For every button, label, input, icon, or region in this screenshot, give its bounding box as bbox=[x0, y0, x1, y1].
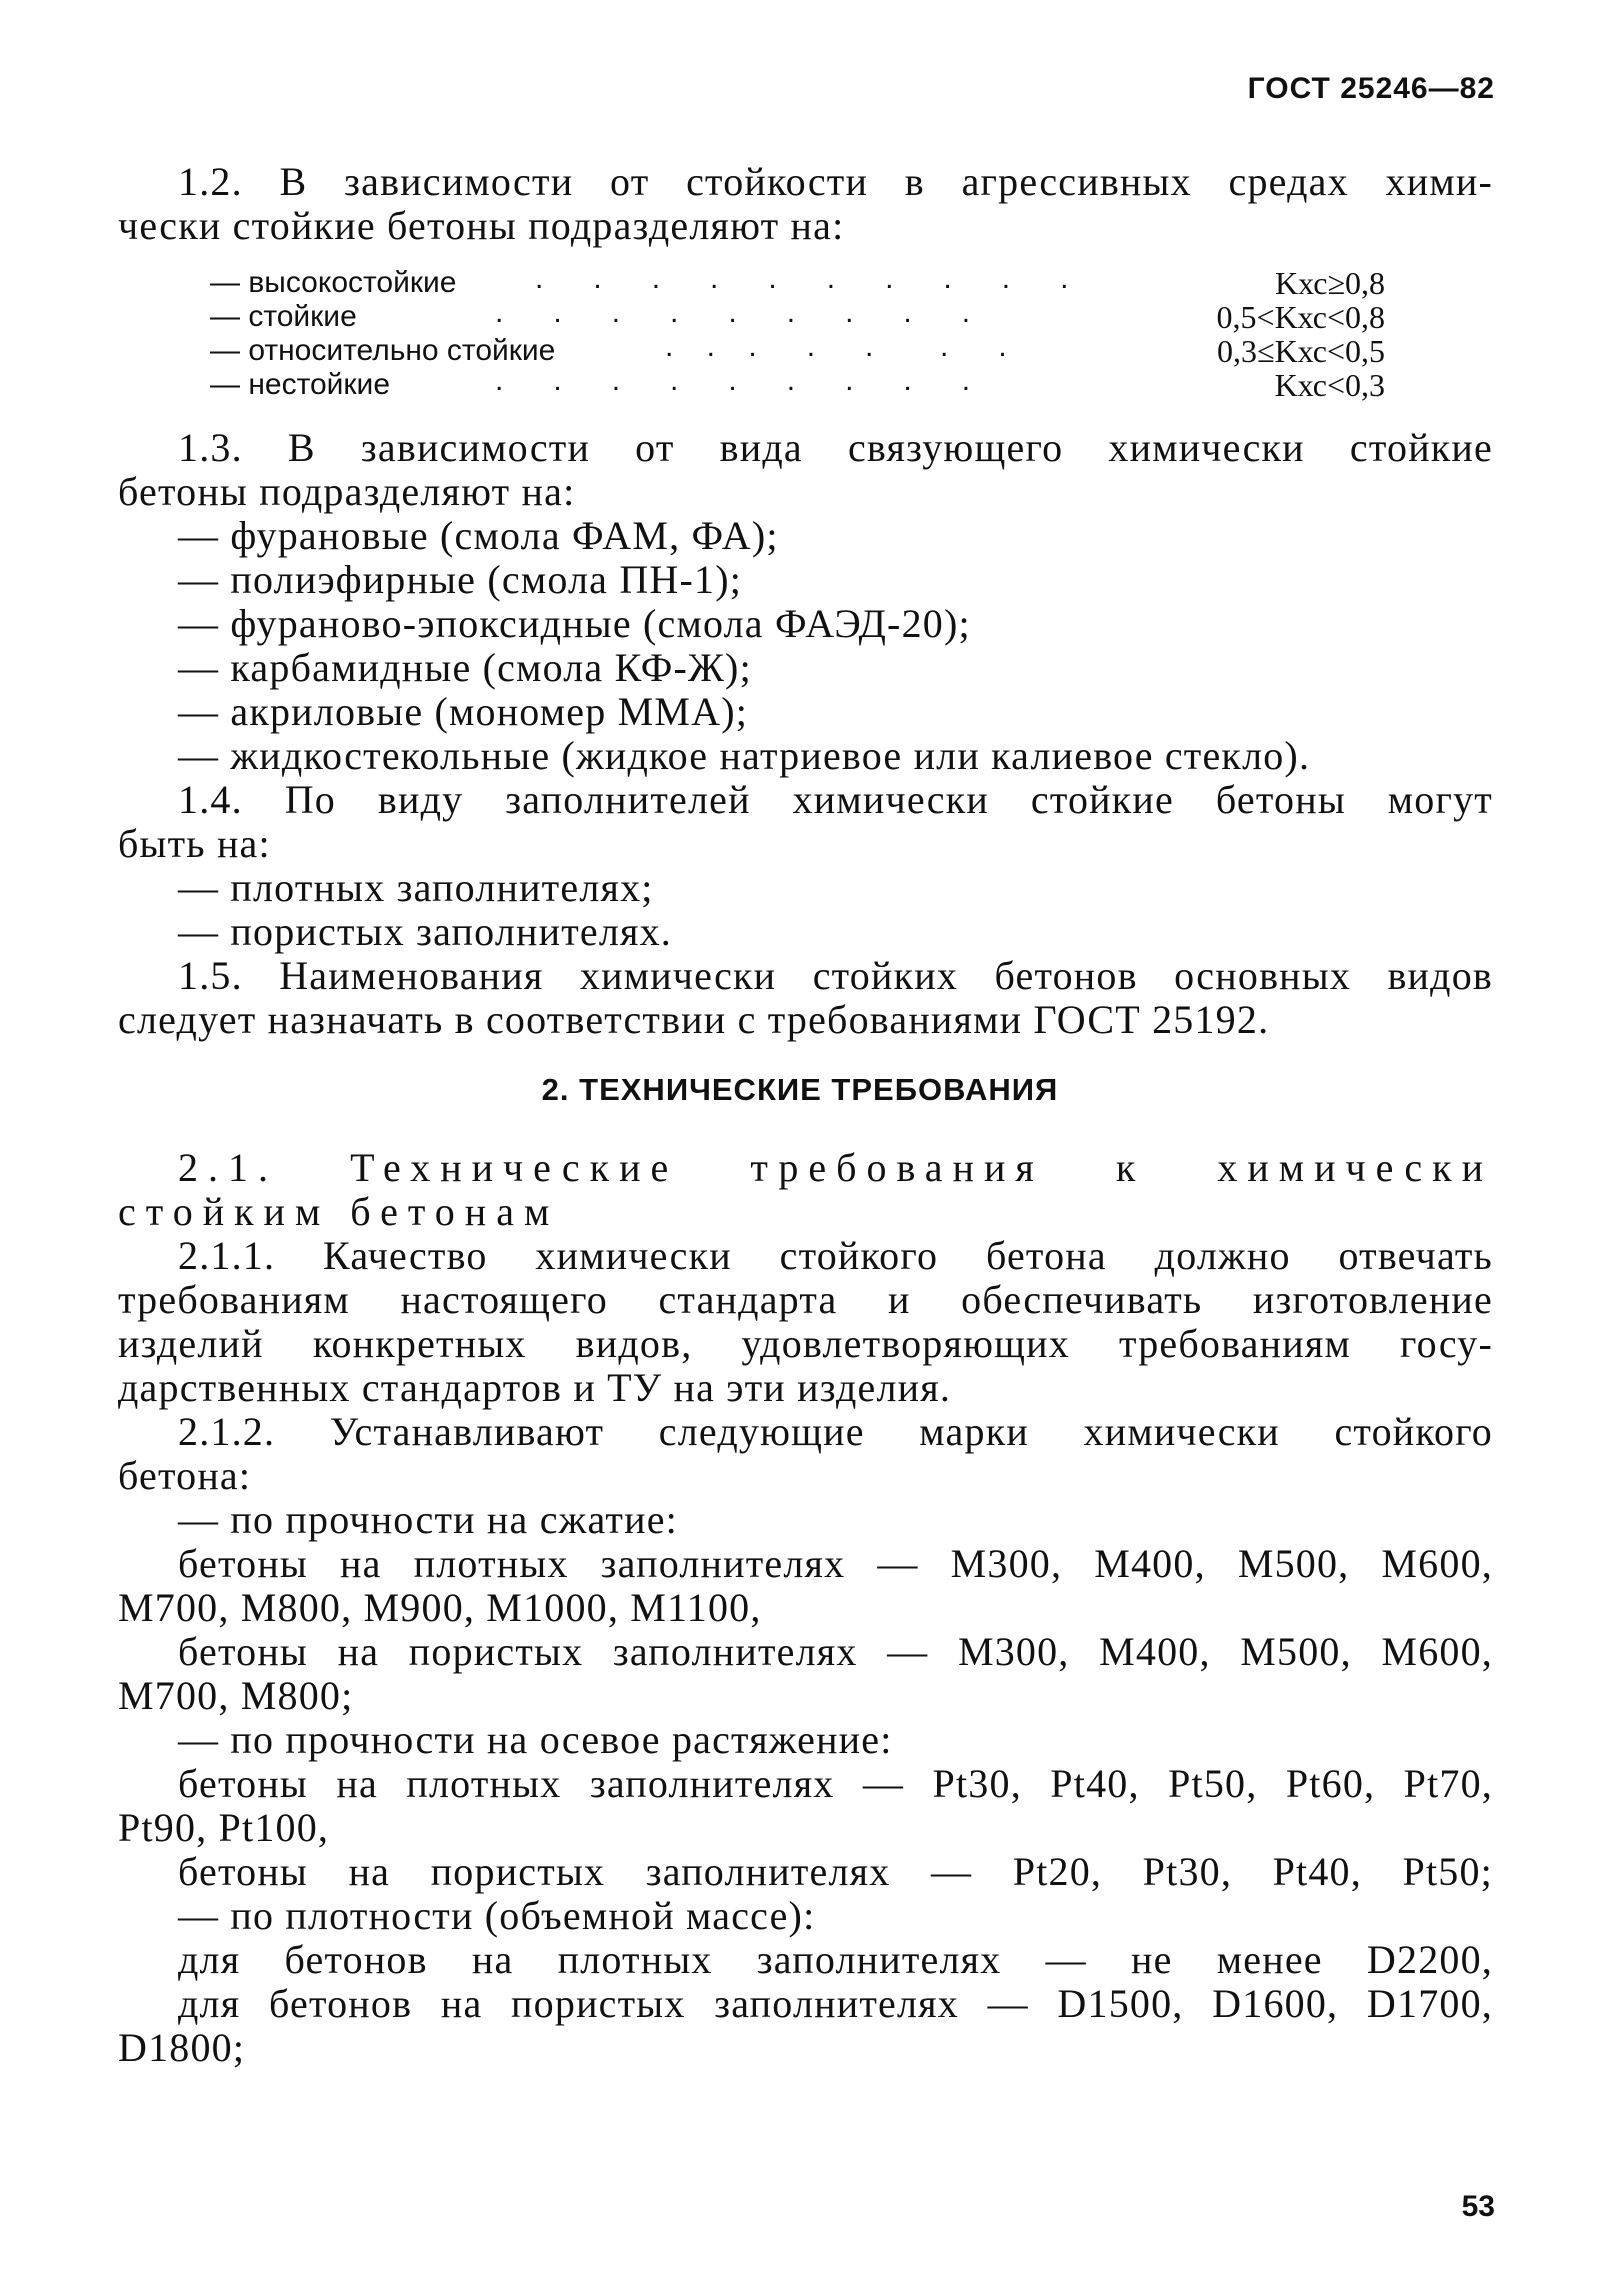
page-number: 53 bbox=[1461, 2190, 1495, 2223]
class-value: Kхс≥0,8 bbox=[1275, 265, 1385, 301]
class-label: — стойкие bbox=[210, 300, 357, 333]
paragraph-2-1-1-line: 2.1.1. Качество химически стойкого бетона должно отвечать bbox=[178, 1233, 1493, 1278]
list-item: — по плотности (объемной массе): bbox=[178, 1893, 816, 1938]
leader-dots: . . . . . . . . . bbox=[495, 364, 971, 397]
class-row bbox=[210, 262, 1385, 301]
paragraph-1-5-line: 1.5. Наименования химически стойких бетонов основных видов bbox=[178, 953, 1493, 998]
paragraph-1-4-line: 1.4. По виду заполнителей химически стойкие бетоны могут bbox=[178, 777, 1493, 822]
list-item: — по прочности на сжатие: bbox=[178, 1497, 678, 1542]
list-item: — по прочности на осевое растяжение: bbox=[178, 1717, 893, 1762]
list-item: — полиэфирные (смола ПН-1); bbox=[178, 557, 743, 602]
paragraph-2-1-2-line: М700, М800; bbox=[118, 1673, 354, 1718]
section-title: 2. ТЕХНИЧЕСКИЕ ТРЕБОВАНИЯ bbox=[541, 1072, 1059, 1107]
list-item: — пористых заполнителях. bbox=[178, 909, 672, 954]
class-row bbox=[210, 296, 1385, 335]
list-item: — фурановые (смола ФАМ, ФА); bbox=[178, 513, 779, 558]
paragraph-2-1-2-line: М700, М800, М900, М1000, М1100, bbox=[118, 1585, 762, 1630]
paragraph-2-1-2-line: Pt90, Pt100, bbox=[118, 1805, 330, 1850]
class-label: — высокостойкие bbox=[210, 266, 457, 299]
class-row bbox=[210, 330, 1385, 369]
paragraph-1-5-line: следует назначать в соответствии с требованиями ГОСТ 25192. bbox=[118, 997, 1270, 1042]
class-label: — нестойкие bbox=[210, 368, 390, 401]
class-value: 0,3≤Kхс<0,5 bbox=[1217, 333, 1385, 369]
leader-dots: . . . . . . . bbox=[665, 330, 1007, 363]
paragraph-1-3-line: бетоны подразделяют на: bbox=[118, 469, 576, 514]
list-item: — фураново-эпоксидные (смола ФАЭД-20); bbox=[178, 601, 971, 646]
paragraph-2-1-2-line: 2.1.2. Устанавливают следующие марки химически стойкого bbox=[178, 1409, 1493, 1454]
paragraph-2-1-2-line: бетоны на плотных заполнителях — Pt30, Pt40, Pt50, Pt60, Pt70, bbox=[178, 1761, 1493, 1806]
paragraph-2-1-2-line: D1800; bbox=[118, 2025, 246, 2070]
paragraph-2-1-1-line: изделий конкретных видов, удовлетворяющих требованиям госу- bbox=[118, 1321, 1493, 1366]
class-value: Kхс<0,3 bbox=[1274, 367, 1385, 403]
subsection-title-line: 2.1. Технические требования к химически bbox=[178, 1145, 1493, 1190]
paragraph-1-2-line: 1.2. В зависимости от стойкости в агрессивных средах хими- bbox=[178, 159, 1493, 204]
paragraph-1-4-line: быть на: bbox=[118, 821, 271, 866]
list-item: — жидкостекольные (жидкое натриевое или калиевое стекло). bbox=[178, 733, 1311, 778]
paragraph-2-1-2-line: бетоны на пористых заполнителях — Pt20, Pt30, Pt40, Pt50; bbox=[178, 1849, 1493, 1894]
paragraph-2-1-1-line: требованиям настоящего стандарта и обеспечивать изготовление bbox=[118, 1277, 1493, 1322]
subsection-title-line: стойким бетонам bbox=[118, 1189, 560, 1234]
class-value: 0,5<Kхс<0,8 bbox=[1216, 299, 1385, 335]
list-item: — карбамидные (смола КФ-Ж); bbox=[178, 645, 752, 690]
list-item: — акриловые (мономер ММА); bbox=[178, 689, 749, 734]
list-item: — плотных заполнителях; bbox=[178, 865, 654, 910]
paragraph-1-3-line: 1.3. В зависимости от вида связующего химически стойкие bbox=[178, 425, 1493, 470]
leader-dots: . . . . . . . . . . bbox=[535, 262, 1069, 295]
paragraph-2-1-2-line: бетона: bbox=[118, 1453, 252, 1498]
class-label: — относительно стойкие bbox=[210, 334, 556, 367]
leader-dots: . . . . . . . . . bbox=[495, 296, 971, 329]
paragraph-2-1-1-line: дарственных стандартов и ТУ на эти изделия. bbox=[118, 1365, 952, 1410]
document-header: ГОСТ 25246—82 bbox=[1247, 72, 1495, 105]
class-row bbox=[210, 364, 1385, 403]
paragraph-2-1-2-line: бетоны на плотных заполнителях — М300, М400, М500, М600, bbox=[178, 1541, 1493, 1586]
paragraph-2-1-2-line: бетоны на пористых заполнителях — М300, М400, М500, М600, bbox=[178, 1629, 1493, 1674]
paragraph-1-2-line: чески стойкие бетоны подразделяют на: bbox=[118, 203, 845, 248]
paragraph-2-1-2-line: для бетонов на плотных заполнителях — не менее D2200, bbox=[178, 1937, 1493, 1982]
paragraph-2-1-2-line: для бетонов на пористых заполнителях — D1500, D1600, D1700, bbox=[178, 1981, 1493, 2026]
